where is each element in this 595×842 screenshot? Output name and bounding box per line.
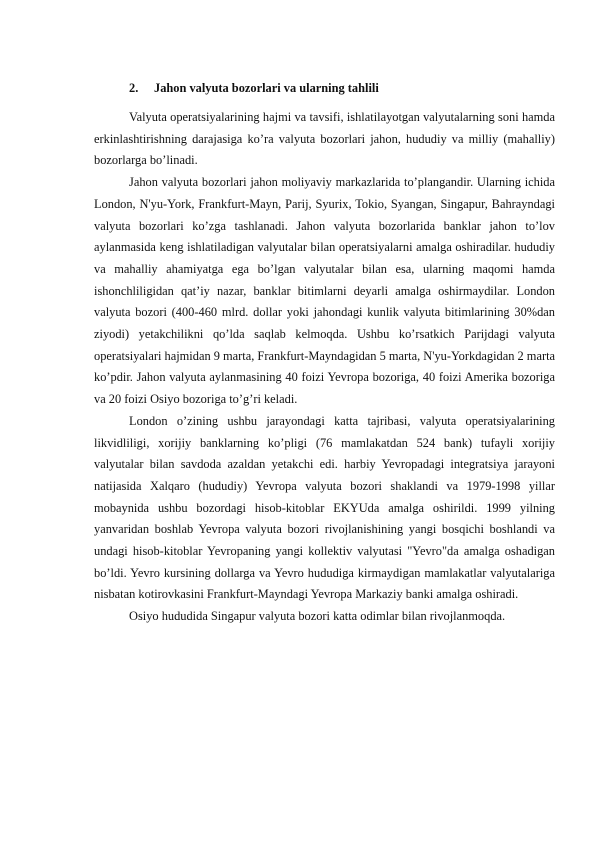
paragraph: Jahon valyuta bozorlari jahon moliyaviy markazlarida to’plangandir. Ularning ichida London, N'yu-York, Frankfurt-Mayn, Parij, Syurix, Tokio, Syangan, Singapur, Bahrayndagi valyuta bozorlari ko’zga tashlanadi. Jahon valyuta bozorlarida banklar jahon to’lov aylanmasida keng ishlatiladigan valyutalar bilan operatsiyalarni amalga oshiradilar. hududiy va mahalliy ahamiyatga ega bo’lgan valyutalar bilan esa, ularning maqomi hamda ishonchliligidan qat’iy nazar, banklar bitimlarni deyarli amalga oshirmaydilar. London valyuta bozori (400-460 mlrd. dollar yoki jahondagi kunlik valyuta bitimlarining 30%dan ziyodi) yetakchilikni qo’lda saqlab kelmoqda. Ushbu ko’rsatkich Parijdagi valyuta operatsiyalari hajmidan 9 marta, Frankfurt-Mayndagidan 5 marta, N'yu-Yorkdagidan 2 marta ko’pdir. Jahon valyuta aylanmasining 40 foizi Yevropa bozoriga, 40 foizi Amerika bozoriga va 20 foizi Osiyo bozoriga to’g’ri keladi. [94, 175, 556, 407]
section-title: Jahon valyuta bozorlari va ularning tahlili [154, 81, 379, 95]
paragraph: Valyuta operatsiyalarining hajmi va tavsifi, ishlatilayotgan valyutalarning soni hamda erkinlashtirishning darajasiga ko’ra valyuta bozorlari jahon, hududiy va milliy (mahalliy) bozorlarga bo’linadi. [94, 110, 555, 168]
body-text [94, 107, 555, 628]
section-heading [129, 80, 379, 96]
section-number: 2. [129, 81, 139, 95]
paragraph: London o’zining ushbu jarayondagi katta tajribasi, valyuta operatsiyalarining likvidliligi, xorijiy banklarning ko’pligi (76 mamlakatdan 524 bank) tufayli xorijiy valyutalar bilan savdoda azaldan yetakchi edi. harbiy Yevropadagi integratsiya jarayoni natijasida Xalqaro (hududiy) Yevropa valyuta bozori shaklandi va 1979-1998 yillar mobaynida ushbu bozordagi hisob-kitoblar EKYUda amalga oshirildi. 1999 yilning yanvaridan boshlab Yevropa valyuta bozori rivojlanishining yangi bosqichi boshlandi va undagi hisob-kitoblar Yevropaning yangi kollektiv valyutasi "Yevro"da amalga oshadigan bo’ldi. Yevro kursining dollarga va Yevro hududiga kirmaydigan mamlakatlar valyutalariga nisbatan kotirovkasini Frankfurt-Mayndagi Yevropa Markaziy banki amalga oshiradi. [94, 413, 555, 602]
paragraph: Osiyo hududida Singapur valyuta bozori katta odimlar bilan rivojlanmoqda. [129, 609, 506, 624]
